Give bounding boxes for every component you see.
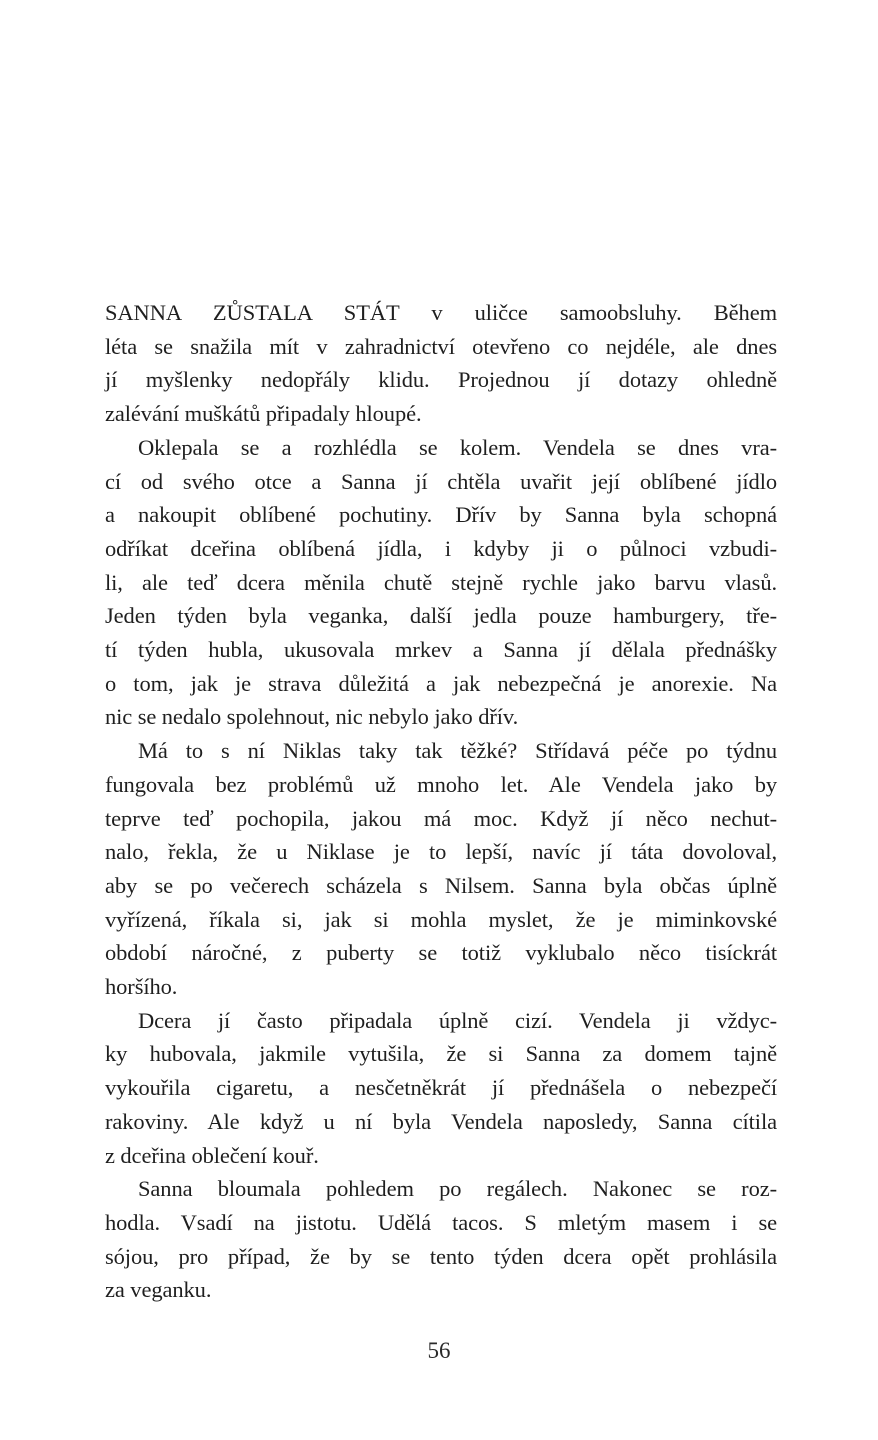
- text-line: tí týden hubla, ukusovala mrkev a Sanna jí dělala přednášky: [105, 637, 777, 663]
- text-line: ky hubovala, jakmile vytušila, že si Sanna za domem tajně: [105, 1041, 777, 1067]
- paragraph: [105, 296, 777, 431]
- text-line: za veganku.: [105, 1277, 212, 1303]
- paragraph: [105, 431, 777, 734]
- text-line: rakoviny. Ale když u ní byla Vendela naposledy, Sanna cítila: [105, 1108, 777, 1134]
- text-line: SANNA ZŮSTALA STÁT v uličce samoobsluhy. Během: [105, 300, 777, 325]
- text-line: léta se snažila mít v zahradnictví otevřeno co nejdéle, ale dnes: [105, 333, 777, 359]
- paragraph: [105, 734, 777, 1004]
- text-line: hodla. Vsadí na jistotu. Udělá tacos. S mletým masem i se: [105, 1209, 777, 1235]
- text-line: o tom, jak je strava důležitá a jak nebezpečná je anorexie. Na: [105, 670, 777, 696]
- text-line: odříkat dceřina oblíbená jídla, i kdyby ji o půlnoci vzbudi-: [105, 535, 777, 561]
- text-line: teprve teď pochopila, jakou má moc. Když jí něco nechut-: [105, 805, 777, 831]
- page-number: 56: [427, 1338, 451, 1363]
- text-line: nic se nedalo spolehnout, nic nebylo jako dřív.: [105, 704, 519, 730]
- text-line: horšího.: [105, 974, 178, 1000]
- paragraph: [105, 1004, 777, 1173]
- text-line: nalo, řekla, že u Niklase je to lepší, navíc jí táta dovoloval,: [105, 839, 777, 865]
- text-line: zalévání muškátů připadaly hloupé.: [105, 401, 422, 427]
- text-line: Sanna bloumala pohledem po regálech. Nakonec se roz-: [138, 1176, 777, 1202]
- text-line: a nakoupit oblíbené pochutiny. Dřív by Sanna byla schopná: [105, 502, 777, 528]
- text-line: z dceřina oblečení kouř.: [105, 1142, 319, 1168]
- paragraph: [105, 1172, 777, 1307]
- text-line: vykouřila cigaretu, a nesčetněkrát jí přednášela o nebezpečí: [105, 1075, 777, 1101]
- text-line: Jeden týden byla veganka, další jedla pouze hamburgery, tře-: [105, 603, 777, 629]
- text-line: fungovala bez problémů už mnoho let. Ale Vendela jako by: [105, 771, 777, 797]
- text-line: vyřízená, říkala si, jak si mohla myslet, že je miminkovské: [105, 906, 777, 932]
- text-line: Dcera jí často připadala úplně cizí. Vendela ji vždyc-: [138, 1007, 777, 1033]
- text-line: cí od svého otce a Sanna jí chtěla uvařit její oblíbené jídlo: [105, 468, 777, 494]
- text-line: Oklepala se a rozhlédla se kolem. Vendela se dnes vra-: [138, 434, 777, 460]
- text-block: [105, 296, 777, 1307]
- text-line: jí myšlenky nedopřály klidu. Projednou jí dotazy ohledně: [105, 367, 777, 393]
- text-line: aby se po večerech scházela s Nilsem. Sanna byla občas úplně: [105, 872, 777, 898]
- text-line: sójou, pro případ, že by se tento týden dcera opět prohlásila: [105, 1243, 777, 1269]
- text-line: li, ale teď dcera měnila chutě stejně rychle jako barvu vlasů.: [105, 569, 777, 595]
- text-line: Má to s ní Niklas taky tak těžké? Střídavá péče po týdnu: [138, 738, 777, 764]
- text-line: období náročné, z puberty se totiž vyklubalo něco tisíckrát: [105, 940, 777, 966]
